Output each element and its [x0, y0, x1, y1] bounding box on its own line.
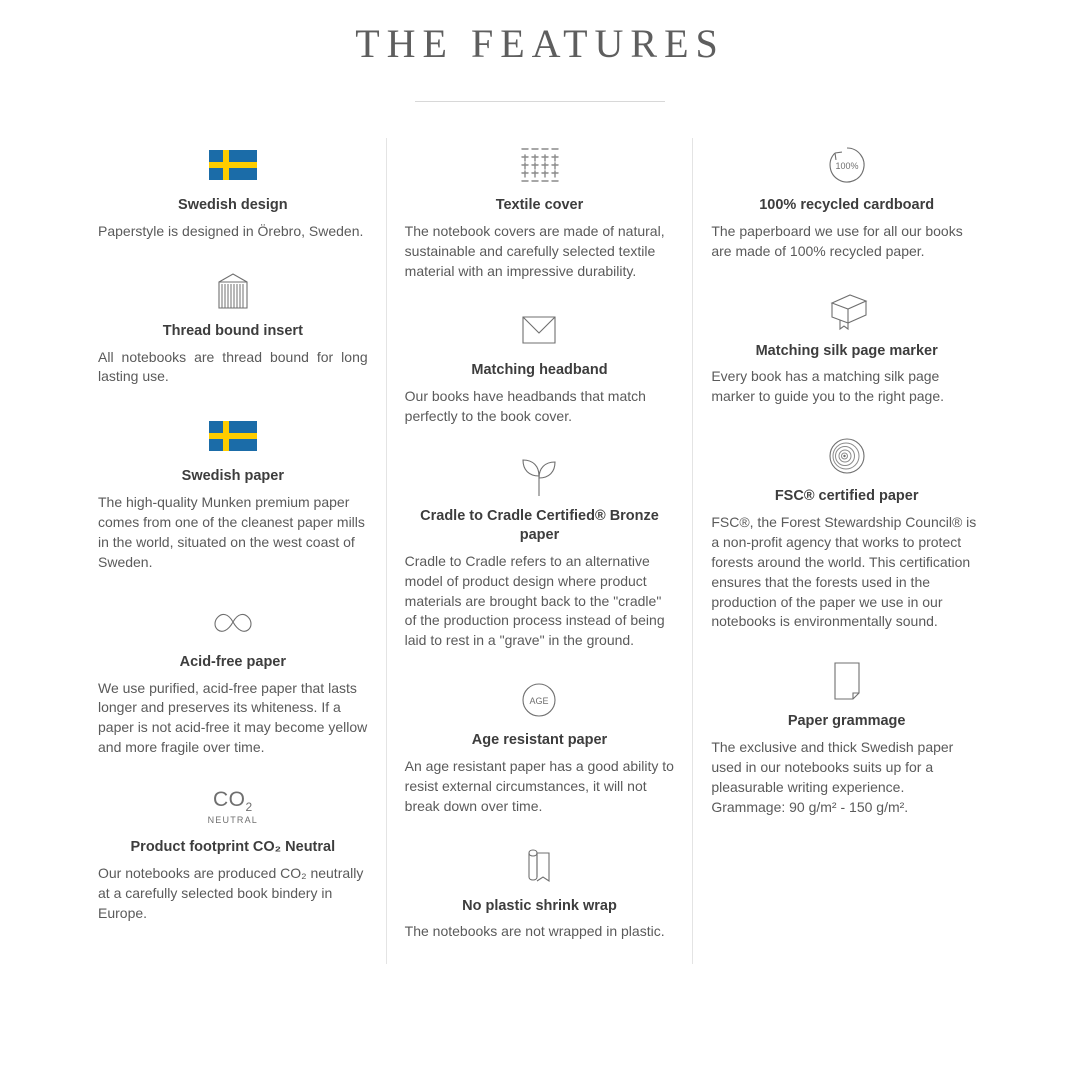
- features-column-1: [80, 138, 387, 964]
- feature-title: 100% recycled cardboard: [759, 197, 935, 213]
- silk-page-marker-icon: [711, 284, 982, 338]
- page-title: THE FEATURES: [355, 21, 725, 66]
- feature-body: The notebooks are not wrapped in plastic.: [404, 923, 665, 940]
- feature-body: The paperboard we use for all our books are made of 100% recycled paper.: [711, 222, 963, 259]
- feature-body: The high-quality Munken premium paper comes from one of the cleanest paper mills in the world, situated on the west coast of Sweden.: [98, 494, 365, 570]
- feature-thread-bound-insert: [98, 264, 368, 388]
- feature-age-resistant-paper: [405, 673, 675, 816]
- thread-bound-insert-icon: [98, 264, 368, 318]
- feature-title: FSC® certified paper: [774, 488, 919, 505]
- feature-title: Acid-free paper: [179, 653, 287, 670]
- feature-paper-grammage: [711, 654, 982, 817]
- feature-fsc-certified-paper: [711, 429, 982, 632]
- feature-title: Swedish design: [178, 197, 288, 213]
- feature-body: Paperstyle is designed in Örebro, Sweden.: [98, 222, 364, 239]
- paper-sheet-icon: [711, 654, 982, 708]
- age-circle-icon: [405, 673, 675, 727]
- feature-body: Our notebooks are produced CO₂ neutrally at a carefully selected book bindery in Europe.: [98, 864, 364, 921]
- co2-neutral-icon: [98, 780, 368, 834]
- leaf-sprout-icon: [405, 449, 675, 503]
- feature-title: Textile cover: [495, 197, 584, 213]
- 100-percent-circle-icon: [711, 138, 982, 192]
- feature-silk-page-marker: [711, 284, 982, 408]
- textile-weave-icon: [405, 138, 675, 192]
- paper-roll-icon: [405, 839, 675, 893]
- headband-icon: [405, 303, 675, 357]
- feature-body: An age resistant paper has a good ability to resist external circumstances, it will not break down over time.: [404, 757, 674, 814]
- feature-body: Our books have headbands that match perfectly to the book cover.: [404, 388, 646, 425]
- feature-body: Every book has a matching silk page marker to guide you to the right page.: [711, 368, 945, 405]
- feature-co2-neutral: [98, 780, 368, 923]
- feature-body: All notebooks are thread bound for long lasting use.: [98, 348, 368, 385]
- feature-title: Product footprint CO₂ Neutral: [130, 839, 336, 855]
- feature-swedish-paper: [98, 409, 368, 572]
- features-column-3: [693, 138, 1000, 964]
- feature-no-plastic-shrink-wrap: [405, 839, 675, 943]
- swedish-flag-icon: [98, 409, 368, 463]
- feature-matching-headband: [405, 303, 675, 427]
- features-column-2: [387, 138, 694, 964]
- feature-title: Swedish paper: [181, 468, 284, 485]
- feature-recycled-cardboard: [711, 138, 982, 262]
- co2-label: CO: [212, 787, 246, 811]
- feature-swedish-design: [98, 138, 368, 242]
- feature-title: Paper grammage: [787, 713, 906, 730]
- feature-title: Cradle to Cradle Certified® Bronze paper: [420, 508, 659, 543]
- svg-text:AGE: AGE: [529, 696, 549, 707]
- infinity-icon: [98, 595, 368, 649]
- features-grid: [80, 138, 1000, 964]
- feature-body: FSC®, the Forest Stewardship Council® is a non-profit agency that works to protect forests around the world. This certification ensures that the forests used in the production of the paper we use in our notebooks is environmentally sound.: [711, 514, 977, 630]
- feature-body: The exclusive and thick Swedish paper used in our notebooks suits up for a pleasurable writing experience. Grammage: 90 g/m² - 150 g/m².: [711, 739, 954, 815]
- feature-body: The notebook covers are made of natural, sustainable and carefully selected textile material with an impressive durability.: [404, 222, 665, 279]
- co2-neutral-label: NEUTRAL: [207, 815, 259, 826]
- feature-title: Thread bound insert: [162, 322, 303, 339]
- feature-body: We use purified, acid-free paper that lasts longer and preserves its whiteness. If a paper is not acid-free it may become yellow and more fragile over time.: [98, 679, 368, 756]
- feature-title: Matching silk page marker: [755, 342, 938, 359]
- swedish-flag-icon: [98, 138, 368, 192]
- feature-cradle-to-cradle: [405, 449, 675, 651]
- feature-textile-cover: [405, 138, 675, 281]
- feature-title: Age resistant paper: [471, 732, 608, 749]
- svg-text:100%: 100%: [835, 161, 859, 171]
- feature-title: Matching headband: [471, 362, 608, 379]
- feature-body: Cradle to Cradle refers to an alternative model of product design where product materials are brought back to the "cradle" of the production process instead of being laid to rest in a "grave" in the ground.: [404, 552, 665, 649]
- title-divider: [415, 101, 665, 102]
- feature-acid-free-paper: [98, 595, 368, 758]
- fsc-tree-rings-icon: [711, 429, 982, 483]
- co2-subscript: 2: [245, 800, 253, 815]
- feature-title: No plastic shrink wrap: [462, 897, 617, 914]
